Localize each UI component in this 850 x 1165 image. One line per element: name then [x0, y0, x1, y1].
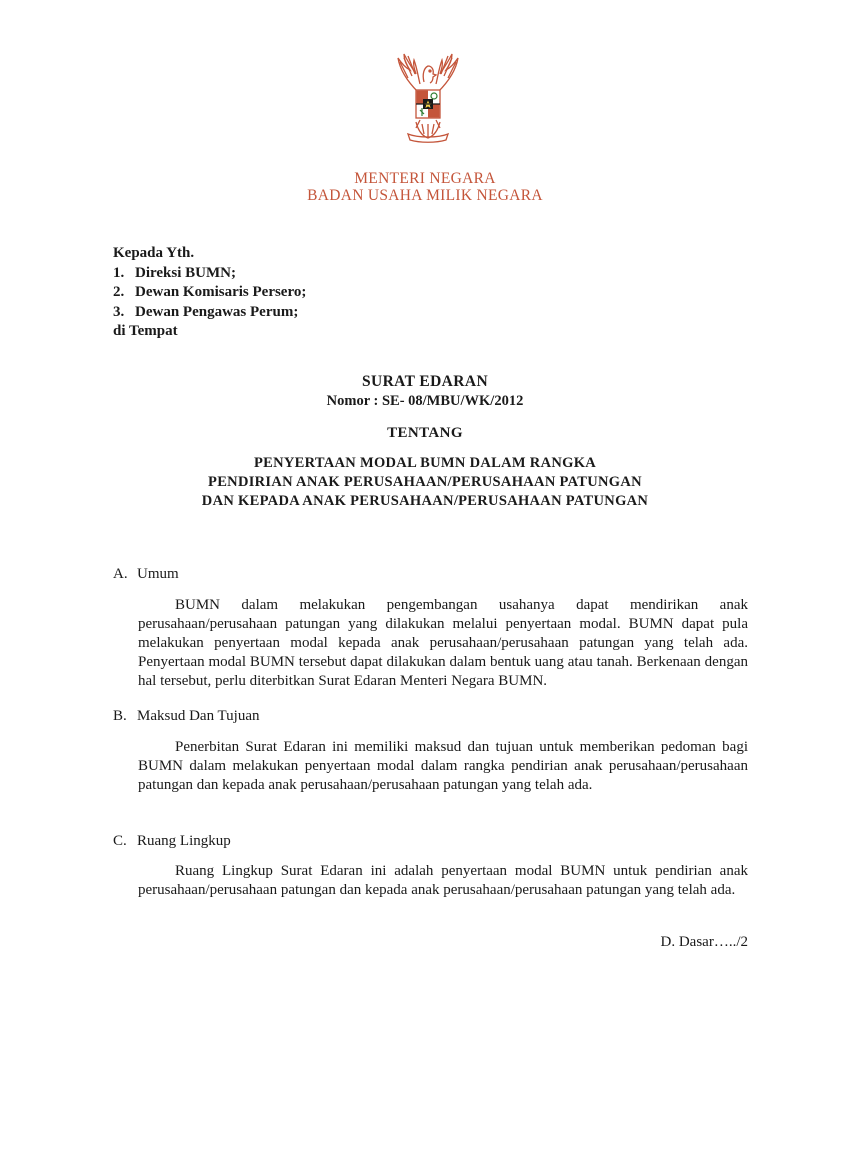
about-label: TENTANG — [387, 425, 463, 441]
subject-block — [0, 454, 850, 511]
recipient-number: 2. — [113, 284, 125, 300]
subject-line: PENYERTAAN MODAL BUMN DALAM RANGKA — [253, 455, 597, 471]
section-body-ruang-lingkup: Ruang Lingkup Surat Edaran ini adalah penyertaan modal BUMN untuk pendirian anak perusahaan/perusahaan patungan dan kepada anak perusahaan/perusahaan patungan yang telah ada. — [138, 863, 748, 898]
section-heading-umum — [113, 566, 179, 583]
document-title: SURAT EDARAN — [361, 373, 489, 390]
section-letter: B. — [113, 708, 127, 724]
section-heading-ruang-lingkup — [113, 833, 231, 850]
section-letter: A. — [113, 566, 128, 582]
document-number: Nomor : SE- 08/MBU/WK/2012 — [326, 393, 524, 409]
section-title: Umum — [137, 566, 179, 582]
recipient-item — [113, 264, 306, 284]
org-name-line-1: MENTERI NEGARA — [354, 170, 496, 187]
org-name-line-2: BADAN USAHA MILIK NEGARA — [307, 187, 543, 204]
salutation: Kepada Yth. — [113, 245, 195, 261]
next-page-reference: D. Dasar…../2 — [660, 934, 748, 950]
garuda-emblem-icon — [378, 52, 478, 148]
recipient-text: Dewan Pengawas Perum; — [135, 303, 299, 320]
recipient-block — [113, 244, 306, 342]
recipient-number: 1. — [113, 264, 125, 281]
subject-line: DAN KEPADA ANAK PERUSAHAAN/PERUSAHAAN PATUNGAN — [201, 493, 649, 509]
recipient-item — [113, 303, 306, 323]
recipient-text: Direksi BUMN; — [135, 264, 236, 281]
section-body-umum: BUMN dalam melakukan pengembangan usahanya dapat mendirikan anak perusahaan/perusahaan patungan yang dilakukan melalui penyertaan modal. BUMN dapat pula melakukan penyertaan modal kepada anak perusahaan/perusahaan patungan yang telah ada. Penyertaan modal BUMN tersebut dapat dilakukan dalam bentuk uang atau tanah. Berkenaan dengan hal tersebut, perlu diterbitkan Surat Edaran Menteri Negara BUMN. — [138, 597, 748, 689]
recipient-item — [113, 283, 306, 303]
recipient-number: 3. — [113, 303, 125, 320]
section-letter: C. — [113, 833, 127, 849]
recipient-location: di Tempat — [113, 323, 178, 339]
section-title: Ruang Lingkup — [137, 833, 231, 849]
recipient-text: Dewan Komisaris Persero; — [135, 284, 307, 300]
section-heading-maksud-tujuan — [113, 708, 260, 725]
section-title: Maksud Dan Tujuan — [137, 708, 260, 724]
section-body-maksud-tujuan: Penerbitan Surat Edaran ini memiliki maksud dan tujuan untuk memberikan pedoman bagi BUMN dalam melakukan penyertaan modal dalam rangka pendirian anak perusahaan/perusahaan patungan dan kepada anak perusahaan/perusahaan patungan yang telah ada. — [138, 739, 748, 793]
subject-line: PENDIRIAN ANAK PERUSAHAAN/PERUSAHAAN PATUNGAN — [208, 474, 642, 490]
